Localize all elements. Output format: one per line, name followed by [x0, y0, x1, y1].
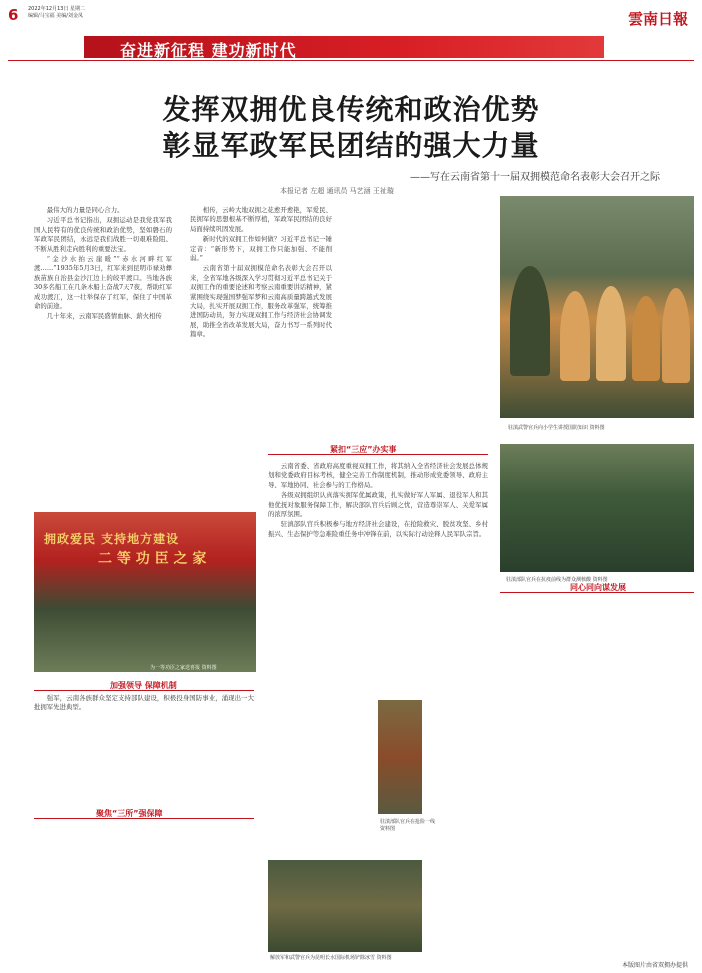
photo-rescue: [378, 700, 422, 814]
caption-group: 为一等功臣之家送喜报 资料图: [150, 665, 217, 671]
section-heading-1: 加强领导 保障机制: [110, 681, 177, 690]
headline-line-2: 彰显军政军民团结的强大力量: [162, 129, 540, 162]
photo-banner-text: 拥政爱民 支持地方建设: [44, 532, 180, 546]
section-heading-2: 聚焦“三所”强保障: [96, 809, 163, 818]
caption-bottom: 解放军和武警官兵为昆明长水国际机场铲除冰雪 资料图: [270, 955, 392, 961]
date-text: 2022年12月13日 星期二: [28, 6, 86, 12]
paragraph: 最伟大的力量是同心合力。: [46, 206, 124, 214]
newspaper-brand: 雲南日報: [627, 10, 688, 28]
photo-soldier-with-students: [500, 196, 694, 418]
photo-snow-clearing: [268, 860, 422, 952]
section-heading-4: 同心同向谋发展: [570, 583, 626, 592]
masthead: [0, 0, 702, 60]
paragraph: 新时代的双拥工作如何做？习近平总书记一锤定音：“新形势下，双拥工作只能加强、不能削弱。”: [190, 235, 332, 263]
headline: [0, 92, 702, 164]
paragraph: 习近平总书记指出，双拥运动是我党我军我国人民特有的优良传统和政治优势，坚如磐石的军政军民团结，永远是我们战胜一切艰难险阻、不断从胜利走向胜利的重要法宝。: [34, 216, 172, 253]
subtitle: ——写在云南省第十一届双拥模范命名表彰大会召开之际: [410, 172, 660, 183]
caption-kids: 驻滇武警官兵向小学生讲授国防知识 资料图: [508, 425, 605, 431]
photo-plaque-text: 二 等 功 臣 之 家: [98, 551, 207, 567]
paragraph: 相传，云岭大地双拥之花愈开愈艳，军爱民、民拥军的思想根基不断厚植，军政军民团结的良好局面持续巩固发展。: [190, 206, 332, 233]
footer-note: 本版图片由省双拥办提供: [621, 962, 688, 969]
paragraph: “金沙水拍云崖暖”“赤水河畔红军渡……”1935年5月3日，红军来到昆明市禄劝彝族苗族自治县金沙江边上的皎平渡口。当地各族30多名船工在几条木船上奋战7天7夜，帮助红军成功渡江，这一壮举保存了红军，保住了中国革命的前途。: [34, 255, 172, 311]
paragraph: 云南省第十届双拥模范命名表彰大会召开以来，全省军地各级深入学习贯彻习近平总书记关于双拥工作的重要论述和考察云南重要讲话精神，紧紧围绕实现强国梦强军梦和云南高质量跨越式发展大局，扎实开展双拥工作，服务改革强军，统筹推进国防动员，努力实现双拥工作与经济社会协调发展，助推全省改革发展大局，奋力书写一系列时代篇章。: [190, 264, 332, 339]
paragraph: 云南省委、省政府高度重视双拥工作，将其纳入全省经济社会发展总体规划和党委政府目标考核，健全完善工作制度机制，推动形成党委领导、政府主导、军地协同、社会参与的工作格局。: [268, 462, 488, 489]
body-column-3: [268, 462, 488, 662]
paragraph: 驻滇部队官兵积极参与地方经济社会建设，在抢险救灾、脱贫攻坚、乡村振兴、生态保护等急难险重任务中冲锋在前，以实际行动诠释人民军队宗旨。: [268, 520, 488, 538]
body-column-2: [190, 206, 332, 506]
paragraph: 强军，云南各族群众坚定支持部队建设，积极投身国防事业，涌现出一大批拥军先进典型。: [34, 694, 254, 712]
headline-line-1: 发挥双拥优良传统和政治优势: [162, 93, 540, 126]
page-number: 6: [8, 6, 19, 24]
section-rule: [268, 454, 488, 455]
paragraph: 几十年来，云南军民盛情血脉、薪火相传: [46, 312, 162, 321]
section-rule: [500, 592, 694, 593]
paragraph: 各级双拥组织认真落实拥军优属政策，扎实做好军人军属、退役军人和其他优抚对象服务保障工作，解决部队官兵后顾之忧，营造尊崇军人、关爱军属的浓厚氛围。: [268, 491, 488, 519]
byline: 本报记者 左超 通讯员 马艺涵 王祉璇: [280, 187, 394, 195]
section-heading-3: 紧扣“三应”办实事: [330, 445, 397, 454]
section-rule: [34, 818, 254, 819]
editor-text: 编辑/马宝福 美编/刘金凤: [28, 13, 83, 19]
body-column-4: [34, 694, 254, 804]
caption-rescue: 驻滇部队官兵在抢险一线 资料图: [380, 819, 436, 832]
masthead-rule: [8, 60, 694, 61]
date-line: [28, 6, 85, 20]
body-column-1: [34, 206, 172, 506]
section-banner-text: 奋进新征程 建功新时代: [120, 41, 297, 60]
section-rule: [34, 690, 254, 691]
photo-soldiers-testing: [500, 444, 694, 572]
caption-soldiers: 驻滇部队官兵在抗疫前线为群众测核酸 资料图: [506, 577, 608, 583]
